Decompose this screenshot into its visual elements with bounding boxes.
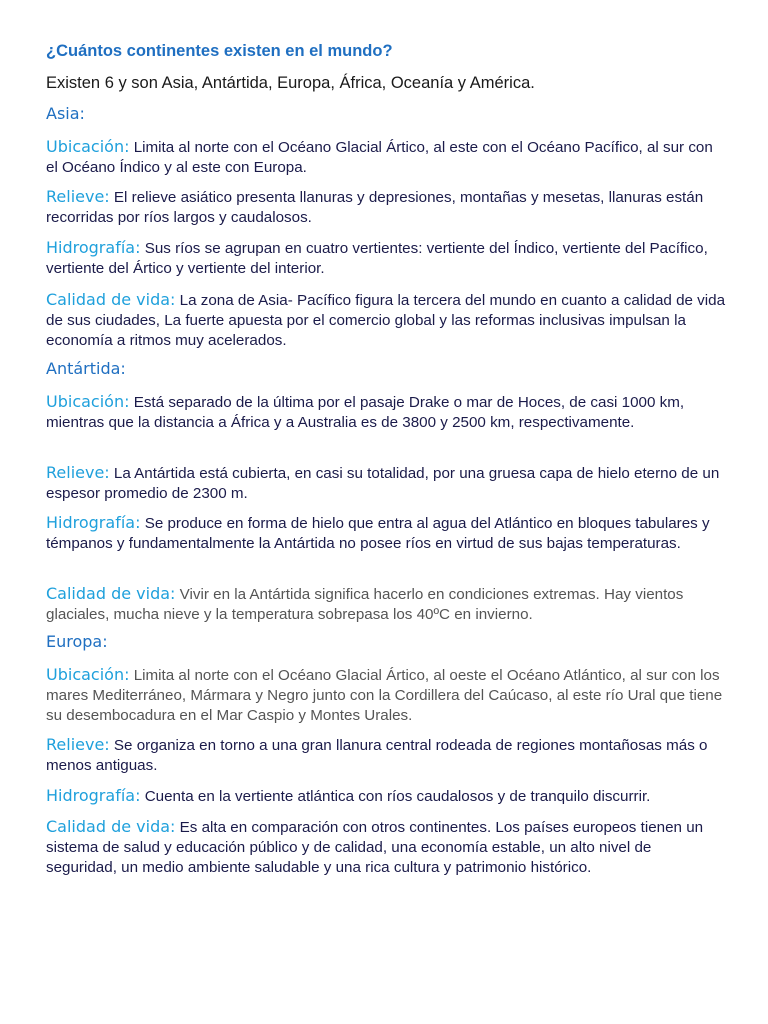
europa-hidrografia-text: Cuenta en la vertiente atlántica con ríos caudalosos y de tranquilo discurrir. [140,788,651,805]
intro-text: Existen 6 y son Asia, Antártida, Europa, África, Oceanía y América. [46,74,535,92]
section-heading-asia: Asia: [46,104,85,123]
asia-ubicacion-label: Ubicación: [46,137,130,156]
asia-calidad-text: La zona de Asia- Pacífico figura la tercera del mundo en cuanto a calidad de vida de sus ciudades, La fuerte apuesta por el comercio global y las reformas inclusivas impulsan la economía a ritmos muy acelerados. [46,292,726,349]
antartida-calidad [46,584,726,625]
europa-relieve [46,735,726,776]
antartida-hidrografia-label: Hidrografía: [46,513,141,532]
asia-relieve-label: Relieve: [46,187,110,206]
europa-ubicacion-text: Limita al norte con el Océano Glacial Ártico, al oeste el Océano Atlántico, al sur con los mares Mediterráneo, Mármara y Negro junto con la Cordillera del Caúcaso, al este río Ural que tiene su desembocadura en el Mar Caspio y Montes Urales. [46,667,723,724]
europa-ubicacion [46,665,726,726]
antartida-relieve [46,463,726,504]
europa-ubicacion-label: Ubicación: [46,665,130,684]
asia-hidrografia-text: Sus ríos se agrupan en cuatro vertientes: vertiente del Índico, vertiente del Pacífico, vertiente del Ártico y vertiente del interior. [46,240,708,277]
antartida-relieve-text: La Antártida está cubierta, en casi su totalidad, por una gruesa capa de hielo eterno de un espesor promedio de 2300 m. [46,465,720,502]
antartida-calidad-text: Vivir en la Antártida significa hacerlo en condiciones extremas. Hay vientos glaciales, mucha nieve y la temperatura sobrepasa los 40ºC en invierno. [46,586,684,623]
europa-hidrografia-label: Hidrografía: [46,786,141,805]
asia-ubicacion [46,137,726,178]
europa-relieve-label: Relieve: [46,735,110,754]
asia-calidad [46,290,726,351]
europa-calidad [46,817,726,878]
asia-relieve-text: El relieve asiático presenta llanuras y depresiones, montañas y mesetas, llanuras están recorridas por ríos largos y caudalosos. [46,189,704,226]
antartida-relieve-label: Relieve: [46,463,110,482]
asia-hidrografia [46,238,726,279]
europa-calidad-label: Calidad de vida: [46,817,176,836]
europa-calidad-text: Es alta en comparación con otros continentes. Los países europeos tienen un sistema de salud y educación público y de calidad, una economía estable, un alto nivel de seguridad, un medio ambiente saludable y una rica cultura y patrimonio histórico. [46,819,704,876]
antartida-ubicacion-text: Está separado de la última por el pasaje Drake o mar de Hoces, de casi 1000 km, mientras que la distancia a África y a Australia es de 3800 y 2500 km, respectivamente. [46,394,685,431]
europa-hidrografia [46,786,726,807]
antartida-calidad-label: Calidad de vida: [46,584,176,603]
antartida-hidrografia [46,513,726,554]
asia-ubicacion-text: Limita al norte con el Océano Glacial Ártico, al este con el Océano Pacífico, al sur con el Océano Índico y al este con Europa. [46,139,713,176]
antartida-hidrografia-text: Se produce en forma de hielo que entra al agua del Atlántico en bloques tabulares y témpanos y fundamentalmente la Antártida no posee ríos en virtud de sus bajas temperaturas. [46,515,710,552]
section-heading-europa: Europa: [46,632,108,651]
page-title: ¿Cuántos continentes existen en el mundo? [46,42,393,60]
antartida-ubicacion-label: Ubicación: [46,392,130,411]
europa-relieve-text: Se organiza en torno a una gran llanura central rodeada de regiones montañosas más o menos antiguas. [46,737,708,774]
asia-relieve [46,187,726,228]
antartida-ubicacion [46,392,726,433]
asia-calidad-label: Calidad de vida: [46,290,176,309]
section-heading-antartida: Antártida: [46,359,126,378]
asia-hidrografia-label: Hidrografía: [46,238,141,257]
